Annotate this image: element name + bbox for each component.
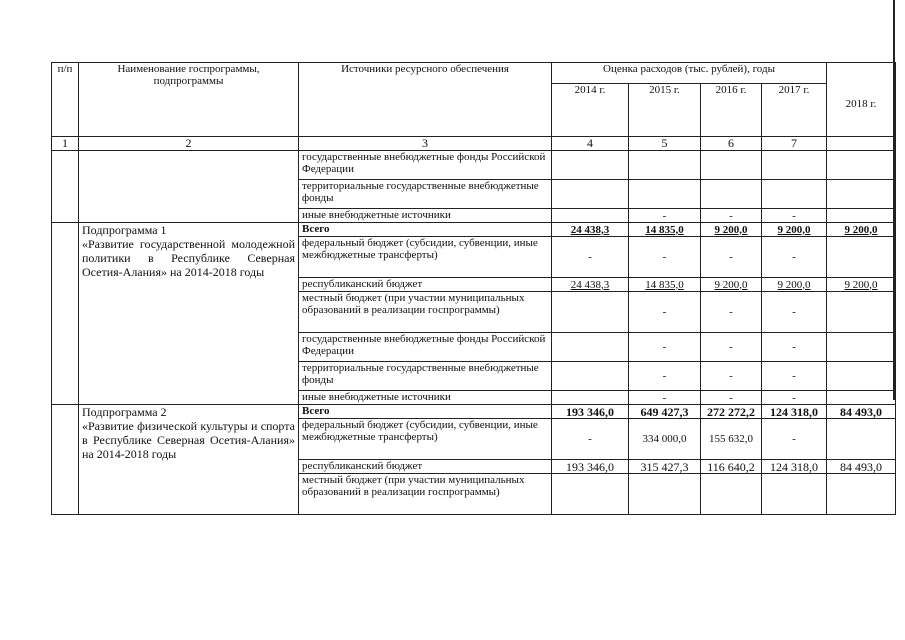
header-blank — [827, 63, 896, 84]
subprogram-2-name: «Развитие физической культуры и спорта в Республике Северная Осетия-Алания» на 2014-2018 годы — [82, 419, 295, 461]
value-cell — [827, 391, 896, 405]
source-cell: иные внебюджетные источники — [299, 209, 552, 223]
value-cell — [552, 180, 629, 209]
value-cell: 9 200,0 — [701, 278, 762, 292]
value-cell — [827, 474, 896, 515]
value-cell — [629, 474, 701, 515]
value-cell — [629, 151, 701, 180]
value-cell: - — [629, 362, 701, 391]
value-cell: - — [629, 333, 701, 362]
value-cell: - — [762, 419, 827, 460]
value-cell: 193 346,0 — [552, 460, 629, 474]
name-cell — [79, 151, 299, 223]
value-cell: 9 200,0 — [762, 278, 827, 292]
column-number: 4 — [552, 137, 629, 151]
column-number: 6 — [701, 137, 762, 151]
num-cell — [52, 405, 79, 515]
source-cell: Всего — [299, 223, 552, 237]
source-cell: территориальные государственные внебюджетные фонды — [299, 362, 552, 391]
header-year: 2017 г. — [762, 84, 827, 137]
column-number: 3 — [299, 137, 552, 151]
value-cell: 9 200,0 — [827, 223, 896, 237]
value-cell: 9 200,0 — [701, 223, 762, 237]
value-cell: 14 835,0 — [629, 223, 701, 237]
value-cell: - — [629, 292, 701, 333]
value-cell: 84 493,0 — [827, 405, 896, 419]
value-cell: 14 835,0 — [629, 278, 701, 292]
num-cell — [52, 223, 79, 405]
source-cell: республиканский бюджет — [299, 460, 552, 474]
source-cell: государственные внебюджетные фонды Российской Федерации — [299, 333, 552, 362]
value-cell — [552, 474, 629, 515]
source-cell: федеральный бюджет (субсидии, субвенции, иные межбюджетные трансферты) — [299, 419, 552, 460]
value-cell: 272 272,2 — [701, 405, 762, 419]
value-cell: - — [629, 209, 701, 223]
value-cell: 124 318,0 — [762, 460, 827, 474]
header-name: Наименование госпрограммы, подпрограммы — [79, 63, 299, 137]
value-cell: - — [762, 209, 827, 223]
value-cell: 84 493,0 — [827, 460, 896, 474]
subprogram-2-title: Подпрограмма 2 — [82, 405, 167, 419]
value-cell: 124 318,0 — [762, 405, 827, 419]
header-year: 2018 г. — [827, 84, 896, 137]
value-cell: - — [552, 419, 629, 460]
header-year: 2015 г. — [629, 84, 701, 137]
value-cell: 649 427,3 — [629, 405, 701, 419]
value-cell — [762, 180, 827, 209]
header-year: 2014 г. — [552, 84, 629, 137]
value-cell: - — [701, 391, 762, 405]
value-cell: - — [762, 391, 827, 405]
source-cell: республиканский бюджет — [299, 278, 552, 292]
value-cell — [552, 333, 629, 362]
value-cell: 193 346,0 — [552, 405, 629, 419]
value-cell: 9 200,0 — [762, 223, 827, 237]
value-cell — [701, 474, 762, 515]
value-cell — [762, 151, 827, 180]
subprogram-1-cell — [79, 223, 299, 405]
value-cell — [827, 151, 896, 180]
table-row — [52, 223, 896, 237]
value-cell: 116 640,2 — [701, 460, 762, 474]
value-cell — [827, 333, 896, 362]
value-cell — [701, 180, 762, 209]
value-cell: 24 438,3 — [552, 278, 629, 292]
value-cell — [552, 292, 629, 333]
value-cell — [827, 237, 896, 278]
value-cell: - — [701, 333, 762, 362]
value-cell: - — [629, 391, 701, 405]
value-cell: - — [701, 362, 762, 391]
source-cell: местный бюджет (при участии муниципальных образований в реализации госпрограммы) — [299, 292, 552, 333]
column-numbers-row — [52, 137, 896, 151]
value-cell: - — [701, 209, 762, 223]
value-cell — [552, 362, 629, 391]
source-cell: территориальные государственные внебюджетные фонды — [299, 180, 552, 209]
column-number — [827, 137, 896, 151]
value-cell: - — [552, 237, 629, 278]
header-year: 2016 г. — [701, 84, 762, 137]
value-cell — [827, 180, 896, 209]
source-cell: федеральный бюджет (субсидии, субвенции, иные межбюджетные трансферты) — [299, 237, 552, 278]
value-cell: - — [701, 292, 762, 333]
value-cell — [827, 209, 896, 223]
value-cell — [701, 151, 762, 180]
value-cell — [827, 362, 896, 391]
header-estimate: Оценка расходов (тыс. рублей), годы — [552, 63, 827, 84]
column-number: 5 — [629, 137, 701, 151]
value-cell — [552, 151, 629, 180]
subprogram-1-name: «Развитие государственной молодежной политики в Республике Северная Осетия-Алания» на 2014-2018 годы — [82, 237, 295, 279]
source-cell: Всего — [299, 405, 552, 419]
value-cell — [827, 292, 896, 333]
subprogram-1-title: Подпрограмма 1 — [82, 223, 167, 237]
value-cell: 155 632,0 — [701, 419, 762, 460]
value-cell: - — [629, 237, 701, 278]
value-cell: - — [762, 292, 827, 333]
value-cell: 315 427,3 — [629, 460, 701, 474]
header-row — [52, 63, 896, 84]
table-row — [52, 405, 896, 419]
value-cell: - — [762, 362, 827, 391]
source-cell: местный бюджет (при участии муниципальных образований в реализации госпрограммы) — [299, 474, 552, 515]
table-row — [52, 151, 896, 180]
value-cell — [762, 474, 827, 515]
value-cell: 9 200,0 — [827, 278, 896, 292]
value-cell — [552, 209, 629, 223]
value-cell: - — [701, 237, 762, 278]
subprogram-2-cell — [79, 405, 299, 515]
value-cell — [827, 419, 896, 460]
value-cell: 24 438,3 — [552, 223, 629, 237]
value-cell: 334 000,0 — [629, 419, 701, 460]
source-cell: иные внебюджетные источники — [299, 391, 552, 405]
header-num: п/п — [52, 63, 79, 137]
column-number: 1 — [52, 137, 79, 151]
value-cell — [629, 180, 701, 209]
column-number: 2 — [79, 137, 299, 151]
value-cell: - — [762, 237, 827, 278]
num-cell — [52, 151, 79, 223]
header-source: Источники ресурсного обеспечения — [299, 63, 552, 137]
source-cell: государственные внебюджетные фонды Российской Федерации — [299, 151, 552, 180]
budget-table — [51, 62, 896, 515]
value-cell — [552, 391, 629, 405]
column-number: 7 — [762, 137, 827, 151]
value-cell: - — [762, 333, 827, 362]
